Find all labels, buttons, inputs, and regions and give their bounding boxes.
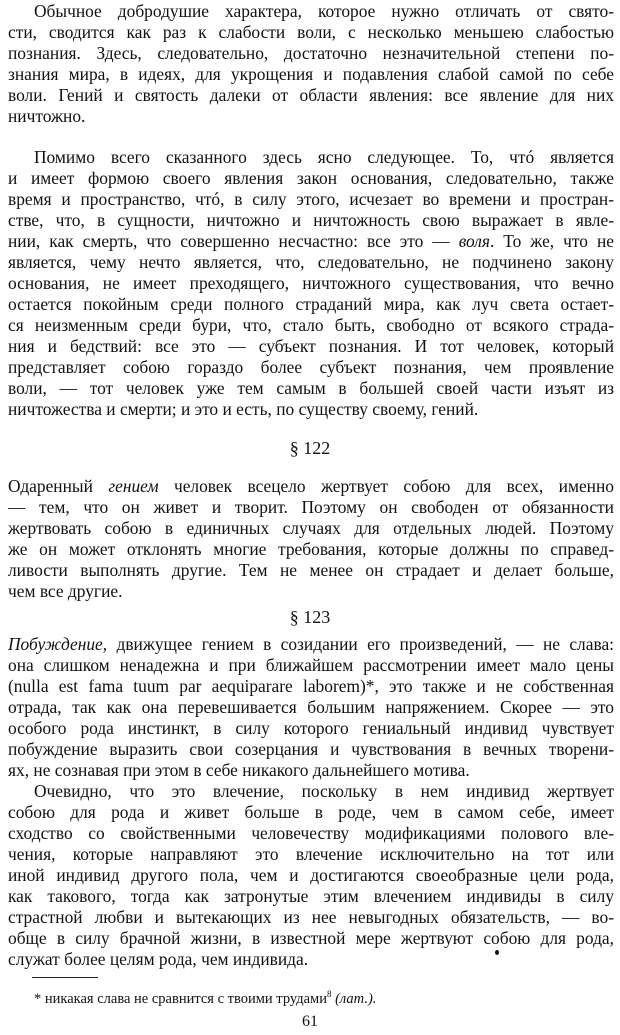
footnote-ref: 8 xyxy=(326,989,332,999)
text-segment: движущее гением в созидании его произведений, — не слава: xyxy=(116,634,614,654)
text-line: — тем, что он живет и творит. Поэтому он свободен от обязанности xyxy=(8,497,614,517)
text-line: представляет собою гораздо более субъект познания, чем проявление xyxy=(8,357,614,377)
section-heading-122: § 122 xyxy=(289,438,331,458)
text-line: побуждение выразить свои созерцания и чувствования в вечных творени- xyxy=(8,739,614,759)
text-segment: нии, как смерть, что совершенно несчастно: все это — xyxy=(8,231,450,251)
text-line: же он может отклонять многие требования, которые должны по справед- xyxy=(8,539,614,559)
text-line: страстной любви и вытекающих из нее невыгодных обязательств, — во- xyxy=(8,907,614,927)
text-line: основания, не имеет преходящего, ничтожного существования, что вечно xyxy=(8,273,614,293)
text-line: время и пространство, чтó, в силу этого, исчезает во времени и простран- xyxy=(8,189,614,209)
text-line: иной индивид другого пола, чем и достигаются своеобразные цели рода, xyxy=(8,865,614,885)
text-line: чения, которые направляют это влечение исключительно на тот или xyxy=(8,844,614,864)
text-line: ях, не сознавая при этом в себе никакого дальнейшего мотива. xyxy=(8,760,470,780)
text-line: (nulla est fama tuum par aequiparare laborem)*, это также и не собственная xyxy=(8,676,614,696)
italic-term-pobuzhdenie: Побуждение, xyxy=(8,634,108,654)
text-line: стве, что, в сущности, ничтожно и ничтожность свою выражает в явле- xyxy=(8,210,614,230)
text-line: воли, — тот человек уже тем самым в большей своей части изъят из xyxy=(8,378,614,398)
text-line: и имеет формою своего явления закон основания, следовательно, также xyxy=(8,168,614,188)
text-line: сти, сводится как раз к слабости воли, с несколько меньшею слабостью xyxy=(8,22,614,42)
text-line xyxy=(8,476,614,498)
footnote-rule xyxy=(32,977,98,978)
text-segment: Одаренный xyxy=(8,476,93,496)
text-line: чем все другие. xyxy=(8,581,123,601)
text-line: ся неизменным среди бури, что, стало быть, свободно от всякого страда- xyxy=(8,315,614,335)
footnote-text: * никакая слава не сравнится с твоими трудами xyxy=(34,990,327,1007)
page-number: 61 xyxy=(302,1013,318,1030)
text-line: она слишком ненадежна и при ближайшем рассмотрении имеет мало цены xyxy=(8,655,614,675)
print-speck xyxy=(495,950,499,955)
text-line: Обычное добродушие характера, которое нужно отличать от свято- xyxy=(34,1,614,21)
text-line: жертвовать собою в единичных случаях для отдельных людей. Поэтому xyxy=(8,518,614,538)
text-line: особого рода инстинкт, в силу которого гениальный индивид чувствует xyxy=(8,718,614,738)
text-line: служат более целям рода, чем индивида. xyxy=(8,949,309,969)
text-line: познания. Здесь, следовательно, достаточно незначительной степени по- xyxy=(8,43,614,63)
text-line: как такового, тогда как затронутые этим влечением индивиды в силу xyxy=(8,886,614,906)
text-line: обще в силу брачной жизни, в известной мере жертвуют собою для рода, xyxy=(8,928,614,948)
italic-term-geniem: гением xyxy=(108,476,159,496)
text-segment: . То же, что не xyxy=(489,231,614,251)
text-line: является, чему нечто является, что, следовательно, не подчинено закону xyxy=(8,252,614,272)
section-heading-123: § 123 xyxy=(289,607,331,627)
text-segment: человек всецело жертвует собою для всех, именно xyxy=(173,476,614,496)
text-line: остается покойным среди полного страданий мира, как луч света остает- xyxy=(8,294,614,314)
text-line: знания мира, в идеях, для укрощения и подавления слабой самой по себе xyxy=(8,64,614,84)
footnote-lang: (лат.). xyxy=(335,990,377,1007)
text-line: ничтожно. xyxy=(8,106,86,126)
text-line: Помимо всего сказанного здесь ясно следующее. То, чтó является xyxy=(34,147,614,167)
text-line: отрада, так как она перевешивается большим напряжением. Скорее — это xyxy=(8,697,614,717)
text-line: ливости выполнять другие. Тем не менее он страдает и делает больше, xyxy=(8,560,614,580)
text-line: воли. Гений и святость далеки от области явления: все явление для них xyxy=(8,85,614,105)
text-line: собою для рода и живет больше в роде, чем в самом себе, имеет xyxy=(8,802,614,822)
italic-term-volya: воля xyxy=(458,231,490,251)
text-line xyxy=(8,634,614,656)
text-line: ния и бедствий: все это — субъект познания. И тот человек, который xyxy=(8,336,614,356)
text-line: сходство со свойственными человечеству модификациями полового вле- xyxy=(8,823,614,843)
footnote xyxy=(34,985,376,1008)
text-line: Очевидно, что это влечение, поскольку в нем индивид жертвует xyxy=(34,781,614,801)
text-line xyxy=(8,231,614,253)
text-line: ничтожества и смерти; и это и есть, по существу своему, гений. xyxy=(8,399,479,419)
